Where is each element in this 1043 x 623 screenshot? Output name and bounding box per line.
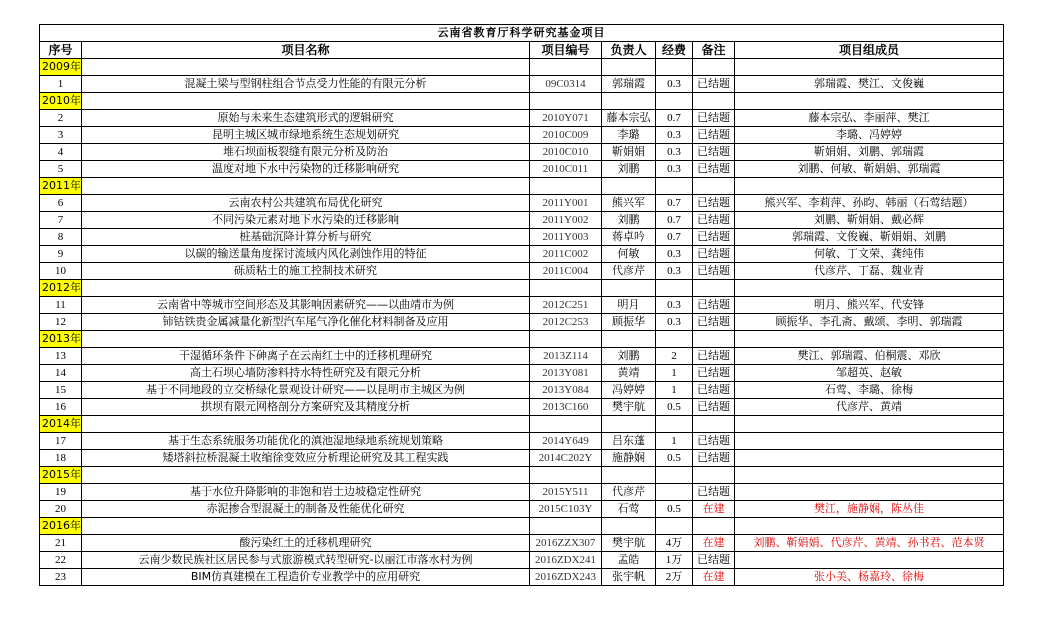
cell-name[interactable]: 不同污染元素对地下水污染的迁移影响 <box>82 212 530 229</box>
table-row <box>40 348 1004 365</box>
year-row <box>40 416 1004 433</box>
table-row <box>40 535 1004 552</box>
empty-cell[interactable] <box>530 467 602 484</box>
cell-leader[interactable]: 代彦芹 <box>602 484 656 501</box>
cell-leader[interactable]: 孟皓 <box>602 552 656 569</box>
table-row <box>40 314 1004 331</box>
cell-fund[interactable]: 1万 <box>656 552 693 569</box>
cell-name[interactable]: 高土石坝心墙防渗料持水特性研究及有限元分析 <box>82 365 530 382</box>
cell-members[interactable]: 明月、熊兴军、代安锋 <box>735 297 1004 314</box>
cell-name[interactable]: 基于水位升降影响的非饱和岩土边坡稳定性研究 <box>82 484 530 501</box>
cell-members[interactable]: 代彦芹、黄靖 <box>735 399 1004 416</box>
cell-fund[interactable]: 0.5 <box>656 399 693 416</box>
cell-seq[interactable]: 12 <box>40 314 82 331</box>
year-label[interactable]: 2013年 <box>40 331 82 348</box>
cell-remark[interactable]: 已结题 <box>693 195 735 212</box>
cell-remark[interactable]: 在建 <box>693 569 735 586</box>
cell-fund[interactable]: 0.5 <box>656 501 693 518</box>
empty-cell[interactable] <box>602 416 656 433</box>
cell-remark[interactable]: 已结题 <box>693 110 735 127</box>
empty-cell[interactable] <box>602 280 656 297</box>
cell-seq[interactable]: 9 <box>40 246 82 263</box>
table-row <box>40 433 1004 450</box>
year-row <box>40 280 1004 297</box>
cell-seq[interactable]: 2 <box>40 110 82 127</box>
cell-leader[interactable]: 代彦芹 <box>602 263 656 280</box>
table-row <box>40 212 1004 229</box>
cell-remark[interactable]: 已结题 <box>693 382 735 399</box>
cell-leader[interactable]: 樊宇航 <box>602 535 656 552</box>
table-row <box>40 110 1004 127</box>
cell-seq[interactable]: 7 <box>40 212 82 229</box>
cell-remark[interactable]: 已结题 <box>693 127 735 144</box>
cell-members[interactable] <box>735 484 1004 501</box>
cell-seq[interactable]: 15 <box>40 382 82 399</box>
cell-code[interactable]: 2010C009 <box>530 127 602 144</box>
cell-seq[interactable]: 13 <box>40 348 82 365</box>
table-row <box>40 450 1004 467</box>
header-leader[interactable]: 负责人 <box>602 42 656 59</box>
empty-cell[interactable] <box>656 518 693 535</box>
cell-leader[interactable]: 蒋卓吟 <box>602 229 656 246</box>
cell-name[interactable]: 云南少数民族社区居民参与式旅游模式转型研究-以丽江市落水村为例 <box>82 552 530 569</box>
cell-seq[interactable]: 8 <box>40 229 82 246</box>
cell-members[interactable]: 张小美、杨嘉玲、徐梅 <box>735 569 1004 586</box>
cell-code[interactable]: 2010C011 <box>530 161 602 178</box>
cell-leader[interactable]: 樊宇航 <box>602 399 656 416</box>
header-row <box>40 42 1004 59</box>
empty-cell[interactable] <box>530 59 602 76</box>
cell-code[interactable]: 2012C251 <box>530 297 602 314</box>
empty-cell[interactable] <box>602 331 656 348</box>
table-row <box>40 569 1004 586</box>
table-row <box>40 297 1004 314</box>
cell-code[interactable]: 2010C010 <box>530 144 602 161</box>
cell-members[interactable]: 代彦芹、丁磊、魏业青 <box>735 263 1004 280</box>
cell-code[interactable]: 2011Y001 <box>530 195 602 212</box>
cell-name[interactable]: 堆石坝面板裂缝有限元分析及防治 <box>82 144 530 161</box>
cell-leader[interactable]: 顾振华 <box>602 314 656 331</box>
header-members[interactable]: 项目组成员 <box>735 42 1004 59</box>
cell-fund[interactable]: 0.3 <box>656 144 693 161</box>
cell-leader[interactable]: 李璐 <box>602 127 656 144</box>
cell-members[interactable] <box>735 552 1004 569</box>
cell-remark[interactable]: 已结题 <box>693 246 735 263</box>
cell-members[interactable]: 何敏、丁文荣、龚纯伟 <box>735 246 1004 263</box>
empty-cell[interactable] <box>656 93 693 110</box>
cell-code[interactable]: 2016ZDX243 <box>530 569 602 586</box>
cell-members[interactable]: 邹超英、赵敏 <box>735 365 1004 382</box>
empty-cell[interactable] <box>735 416 1004 433</box>
cell-name[interactable]: 砾质粘土的施工控制技术研究 <box>82 263 530 280</box>
cell-leader[interactable]: 靳娟娟 <box>602 144 656 161</box>
header-seq[interactable]: 序号 <box>40 42 82 59</box>
empty-cell[interactable] <box>82 518 530 535</box>
cell-name[interactable]: 桩基础沉降计算分析与研究 <box>82 229 530 246</box>
cell-leader[interactable]: 刘鹏 <box>602 348 656 365</box>
cell-name[interactable]: 混凝土梁与型钢柱组合节点受力性能的有限元分析 <box>82 76 530 93</box>
title-row <box>40 25 1004 42</box>
cell-remark[interactable]: 已结题 <box>693 399 735 416</box>
empty-cell[interactable] <box>735 518 1004 535</box>
cell-remark[interactable]: 已结题 <box>693 263 735 280</box>
table-row <box>40 127 1004 144</box>
empty-cell[interactable] <box>82 280 530 297</box>
cell-members[interactable]: 郭瑞霞、文俊巍、靳娟娟、刘鹏 <box>735 229 1004 246</box>
cell-fund[interactable]: 1 <box>656 433 693 450</box>
empty-cell[interactable] <box>693 178 735 195</box>
empty-cell[interactable] <box>656 331 693 348</box>
cell-name[interactable]: 云南省中等城市空间形态及其影响因素研究——以曲靖市为例 <box>82 297 530 314</box>
cell-code[interactable]: 2011C002 <box>530 246 602 263</box>
cell-members[interactable]: 樊江、郭瑞霞、伯桐震、邓欣 <box>735 348 1004 365</box>
empty-cell[interactable] <box>82 178 530 195</box>
year-label[interactable]: 2012年 <box>40 280 82 297</box>
empty-cell[interactable] <box>82 93 530 110</box>
empty-cell[interactable] <box>82 59 530 76</box>
empty-cell[interactable] <box>693 467 735 484</box>
cell-code[interactable]: 2011C004 <box>530 263 602 280</box>
cell-members[interactable]: 刘鹏、何敏、靳娟娟、郭瑞霞 <box>735 161 1004 178</box>
cell-code[interactable]: 2014C202Y <box>530 450 602 467</box>
cell-name[interactable]: 矮塔斜拉桥混凝土收缩徐变效应分析理论研究及其工程实践 <box>82 450 530 467</box>
empty-cell[interactable] <box>735 93 1004 110</box>
header-remark[interactable]: 备注 <box>693 42 735 59</box>
empty-cell[interactable] <box>693 93 735 110</box>
cell-remark[interactable]: 已结题 <box>693 433 735 450</box>
cell-name[interactable]: 以碳的输送量角度探讨流域内风化剥蚀作用的特征 <box>82 246 530 263</box>
year-row <box>40 59 1004 76</box>
cell-code[interactable]: 2013Y081 <box>530 365 602 382</box>
cell-code[interactable]: 2015C103Y <box>530 501 602 518</box>
empty-cell[interactable] <box>530 416 602 433</box>
year-row <box>40 467 1004 484</box>
cell-members[interactable] <box>735 433 1004 450</box>
empty-cell[interactable] <box>735 467 1004 484</box>
cell-members[interactable]: 刘鹏、靳娟娟、代彦芹、黄靖、孙书君、范本贤 <box>735 535 1004 552</box>
empty-cell[interactable] <box>693 331 735 348</box>
cell-name[interactable]: 基于不同地段的立交桥绿化景观设计研究——以昆明市主城区为例 <box>82 382 530 399</box>
table-row <box>40 501 1004 518</box>
cell-name[interactable]: 酸污染红土的迁移机理研究 <box>82 535 530 552</box>
cell-remark[interactable]: 已结题 <box>693 76 735 93</box>
cell-members[interactable]: 熊兴军、李莉萍、孙昀、韩丽（石莺结题） <box>735 195 1004 212</box>
cell-name[interactable]: 温度对地下水中污染物的迁移影响研究 <box>82 161 530 178</box>
cell-remark[interactable]: 已结题 <box>693 365 735 382</box>
cell-leader[interactable]: 明月 <box>602 297 656 314</box>
cell-fund[interactable]: 0.3 <box>656 314 693 331</box>
cell-leader[interactable]: 张宇帆 <box>602 569 656 586</box>
cell-leader[interactable]: 何敏 <box>602 246 656 263</box>
year-label[interactable]: 2015年 <box>40 467 82 484</box>
empty-cell[interactable] <box>82 467 530 484</box>
empty-cell[interactable] <box>602 518 656 535</box>
cell-leader[interactable]: 冯婷婷 <box>602 382 656 399</box>
cell-leader[interactable]: 刘鹏 <box>602 212 656 229</box>
cell-fund[interactable]: 0.3 <box>656 246 693 263</box>
table-row <box>40 144 1004 161</box>
cell-fund[interactable]: 4万 <box>656 535 693 552</box>
cell-seq[interactable]: 20 <box>40 501 82 518</box>
cell-leader[interactable]: 施静娴 <box>602 450 656 467</box>
empty-cell[interactable] <box>693 416 735 433</box>
cell-leader[interactable]: 刘鹏 <box>602 161 656 178</box>
cell-remark[interactable]: 已结题 <box>693 212 735 229</box>
year-row <box>40 178 1004 195</box>
cell-remark[interactable]: 在建 <box>693 535 735 552</box>
cell-remark[interactable]: 已结题 <box>693 484 735 501</box>
empty-cell[interactable] <box>602 59 656 76</box>
cell-name[interactable]: 基于生态系统服务功能优化的滇池湿地绿地系统规划策略 <box>82 433 530 450</box>
cell-fund[interactable]: 1 <box>656 382 693 399</box>
cell-code[interactable]: 2013Y084 <box>530 382 602 399</box>
empty-cell[interactable] <box>530 178 602 195</box>
cell-remark[interactable]: 已结题 <box>693 450 735 467</box>
cell-members[interactable]: 藤本宗弘、李丽萍、樊江 <box>735 110 1004 127</box>
cell-code[interactable]: 2012C253 <box>530 314 602 331</box>
empty-cell[interactable] <box>530 280 602 297</box>
cell-fund[interactable]: 0.3 <box>656 263 693 280</box>
table-row <box>40 484 1004 501</box>
cell-seq[interactable]: 18 <box>40 450 82 467</box>
cell-seq[interactable]: 23 <box>40 569 82 586</box>
cell-name[interactable]: 赤泥掺合型混凝土的制备及性能优化研究 <box>82 501 530 518</box>
cell-name[interactable]: 原始与未来生态建筑形式的逻辑研究 <box>82 110 530 127</box>
cell-code[interactable]: 2015Y511 <box>530 484 602 501</box>
cell-name[interactable]: 昆明主城区城市绿地系统生态规划研究 <box>82 127 530 144</box>
cell-fund[interactable]: 0.7 <box>656 212 693 229</box>
project-table <box>39 24 1004 586</box>
table-row <box>40 246 1004 263</box>
cell-seq[interactable]: 21 <box>40 535 82 552</box>
empty-cell[interactable] <box>602 467 656 484</box>
table-row <box>40 229 1004 246</box>
cell-seq[interactable]: 22 <box>40 552 82 569</box>
empty-cell[interactable] <box>602 178 656 195</box>
table-row <box>40 263 1004 280</box>
cell-fund[interactable]: 2万 <box>656 569 693 586</box>
cell-name[interactable]: 铈钴铁贵金属减量化新型汽车尾气净化催化材料制备及应用 <box>82 314 530 331</box>
empty-cell[interactable] <box>656 178 693 195</box>
cell-remark[interactable]: 在建 <box>693 501 735 518</box>
empty-cell[interactable] <box>656 416 693 433</box>
cell-code[interactable]: 2011Y003 <box>530 229 602 246</box>
empty-cell[interactable] <box>82 331 530 348</box>
empty-cell[interactable] <box>602 93 656 110</box>
cell-leader[interactable]: 吕东蓬 <box>602 433 656 450</box>
year-label[interactable]: 2010年 <box>40 93 82 110</box>
cell-code[interactable]: 2011Y002 <box>530 212 602 229</box>
cell-name[interactable]: 云南农村公共建筑布局优化研究 <box>82 195 530 212</box>
cell-fund[interactable]: 0.7 <box>656 229 693 246</box>
cell-leader[interactable]: 石莺 <box>602 501 656 518</box>
cell-seq[interactable]: 16 <box>40 399 82 416</box>
cell-fund[interactable]: 2 <box>656 348 693 365</box>
empty-cell[interactable] <box>735 280 1004 297</box>
empty-cell[interactable] <box>693 518 735 535</box>
table-row <box>40 365 1004 382</box>
cell-name[interactable]: 干湿循环条件下砷离子在云南红土中的迁移机理研究 <box>82 348 530 365</box>
cell-seq[interactable]: 5 <box>40 161 82 178</box>
cell-members[interactable]: 郭瑞霞、樊江、文俊巍 <box>735 76 1004 93</box>
empty-cell[interactable] <box>82 416 530 433</box>
cell-fund[interactable]: 0.5 <box>656 450 693 467</box>
cell-fund[interactable]: 0.3 <box>656 127 693 144</box>
cell-members[interactable]: 顾振华、李孔斋、戴颂、李明、郭瑞霞 <box>735 314 1004 331</box>
cell-code[interactable]: 09C0314 <box>530 76 602 93</box>
cell-leader[interactable]: 藤本宗弘 <box>602 110 656 127</box>
table-row <box>40 399 1004 416</box>
empty-cell[interactable] <box>735 59 1004 76</box>
cell-seq[interactable]: 14 <box>40 365 82 382</box>
cell-members[interactable]: 靳娟娟、刘鹏、郭瑞霞 <box>735 144 1004 161</box>
cell-code[interactable]: 2014Y649 <box>530 433 602 450</box>
year-row <box>40 331 1004 348</box>
cell-leader[interactable]: 黄靖 <box>602 365 656 382</box>
year-row <box>40 93 1004 110</box>
cell-seq[interactable]: 17 <box>40 433 82 450</box>
cell-members[interactable] <box>735 450 1004 467</box>
cell-code[interactable]: 2016ZZX307 <box>530 535 602 552</box>
cell-fund[interactable]: 0.3 <box>656 76 693 93</box>
cell-code[interactable]: 2010Y071 <box>530 110 602 127</box>
cell-seq[interactable]: 4 <box>40 144 82 161</box>
header-fund[interactable]: 经费 <box>656 42 693 59</box>
empty-cell[interactable] <box>693 59 735 76</box>
empty-cell[interactable] <box>530 518 602 535</box>
cell-seq[interactable]: 10 <box>40 263 82 280</box>
year-label[interactable]: 2014年 <box>40 416 82 433</box>
cell-members[interactable]: 樊江，施静娴，陈丛佳 <box>735 501 1004 518</box>
cell-fund[interactable]: 0.7 <box>656 195 693 212</box>
year-label[interactable]: 2011年 <box>40 178 82 195</box>
cell-leader[interactable]: 熊兴军 <box>602 195 656 212</box>
cell-members[interactable]: 刘鹏、靳娟娟、戴必辉 <box>735 212 1004 229</box>
header-name[interactable]: 项目名称 <box>82 42 530 59</box>
cell-fund[interactable]: 0.3 <box>656 297 693 314</box>
header-code[interactable]: 项目编号 <box>530 42 602 59</box>
cell-members[interactable]: 李璐、冯婷婷 <box>735 127 1004 144</box>
cell-remark[interactable]: 已结题 <box>693 552 735 569</box>
year-label[interactable]: 2009年 <box>40 59 82 76</box>
cell-fund[interactable]: 1 <box>656 365 693 382</box>
cell-fund[interactable] <box>656 484 693 501</box>
cell-leader[interactable]: 郭瑞霞 <box>602 76 656 93</box>
year-label[interactable]: 2016年 <box>40 518 82 535</box>
table-row <box>40 382 1004 399</box>
cell-seq[interactable]: 3 <box>40 127 82 144</box>
cell-code[interactable]: 2013C160 <box>530 399 602 416</box>
empty-cell[interactable] <box>735 331 1004 348</box>
cell-code[interactable]: 2013Z114 <box>530 348 602 365</box>
empty-cell[interactable] <box>735 178 1004 195</box>
cell-remark[interactable]: 已结题 <box>693 348 735 365</box>
empty-cell[interactable] <box>693 280 735 297</box>
sheet-title[interactable]: 云南省教育厅科学研究基金项目 <box>40 25 1004 42</box>
cell-name[interactable]: 拱坝有限元网格剖分方案研究及其精度分析 <box>82 399 530 416</box>
cell-remark[interactable]: 已结题 <box>693 297 735 314</box>
empty-cell[interactable] <box>656 280 693 297</box>
empty-cell[interactable] <box>530 331 602 348</box>
cell-seq[interactable]: 1 <box>40 76 82 93</box>
cell-members[interactable]: 石莺、李璐、徐梅 <box>735 382 1004 399</box>
cell-seq[interactable]: 6 <box>40 195 82 212</box>
year-row <box>40 518 1004 535</box>
cell-code[interactable]: 2016ZDX241 <box>530 552 602 569</box>
cell-fund[interactable]: 0.7 <box>656 110 693 127</box>
table-row <box>40 552 1004 569</box>
table-row <box>40 161 1004 178</box>
cell-seq[interactable]: 11 <box>40 297 82 314</box>
cell-name[interactable]: BIM仿真建模在工程造价专业教学中的应用研究 <box>82 569 530 586</box>
empty-cell[interactable] <box>530 93 602 110</box>
cell-remark[interactable]: 已结题 <box>693 144 735 161</box>
table-row <box>40 195 1004 212</box>
cell-remark[interactable]: 已结题 <box>693 161 735 178</box>
cell-remark[interactable]: 已结题 <box>693 314 735 331</box>
cell-fund[interactable]: 0.3 <box>656 161 693 178</box>
empty-cell[interactable] <box>656 467 693 484</box>
cell-remark[interactable]: 已结题 <box>693 229 735 246</box>
table-row <box>40 76 1004 93</box>
empty-cell[interactable] <box>656 59 693 76</box>
cell-seq[interactable]: 19 <box>40 484 82 501</box>
